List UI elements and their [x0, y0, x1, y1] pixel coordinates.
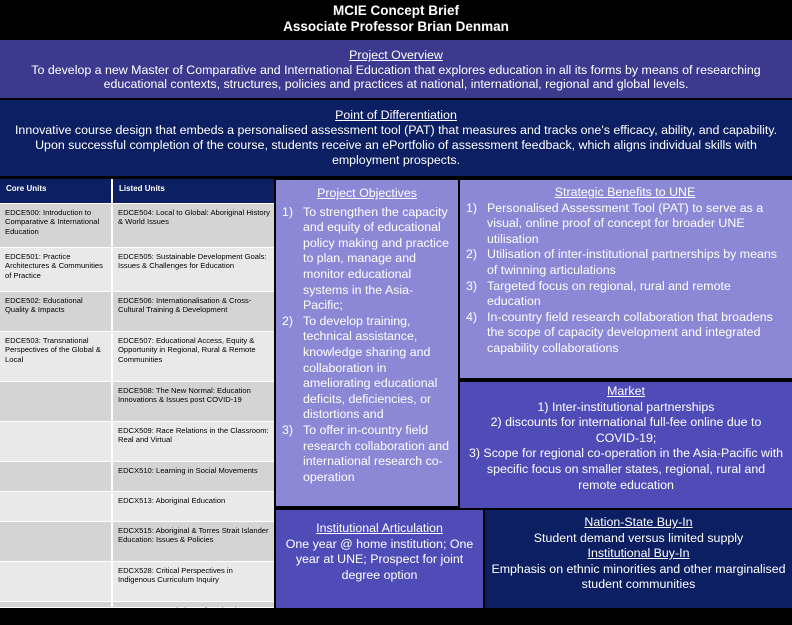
strategic-benefits-section [460, 180, 792, 378]
institutional-buy-in-title: Institutional Buy-In [587, 546, 690, 561]
strategic-number: 2) [466, 247, 478, 262]
header [0, 0, 792, 38]
core-unit-cell [0, 382, 111, 422]
objective-item [282, 423, 452, 485]
objective-number: 3) [282, 422, 294, 437]
strategic-item [466, 201, 784, 248]
listed-unit-cell: EDCE506: Internationalisation & Cross-Cultural Training & Development [113, 292, 274, 332]
page-title: MCIE Concept Brief [332, 3, 459, 18]
strategic-item [466, 247, 784, 278]
objective-text: To strengthen the capacity and equity of educational policy making and practice to plan, manage and monitor educational systems in the Asia-Pacific; [303, 204, 450, 313]
market-title: Market [607, 384, 645, 398]
nation-state-buy-in-title: Nation-State Buy-In [584, 515, 693, 529]
core-unit-cell [0, 562, 111, 602]
institutional-articulation-section [276, 510, 483, 608]
listed-units-header: Listed Units [113, 179, 274, 203]
strategic-number: 4) [466, 309, 478, 324]
strategic-item [466, 279, 784, 310]
differentiation-text: Innovative course design that embeds a personalised assessment tool (PAT) that measures and tracks one's efficacy, ability, and capability. Upon successful completion of the course, students receive an ePortfolio of assessment feedback, which aligns individual skills with employment prospects. [14, 123, 778, 167]
strategic-text: Personalised Assessment Tool (PAT) to serve as a visual, online proof of concept for broader UNE utilisation [487, 200, 764, 246]
objective-text: To offer in-country field research collaboration and international research co-operation [303, 422, 450, 484]
objective-number: 1) [282, 204, 294, 219]
listed-unit-cell: EDCX515: Aboriginal & Torres Strait Islander Education: Issues & Policies [113, 522, 274, 562]
core-unit-cell: EDCE502: Educational Quality & Impacts [0, 292, 111, 332]
objective-item [282, 314, 452, 423]
project-objectives-title: Project Objectives [317, 186, 417, 200]
core-unit-cell: EDCE501: Practice Architectures & Communities of Practice [0, 248, 111, 292]
market-item: 3) Scope for regional co-operation in the Asia-Pacific with specific focus on smaller states, regional, rural and remote education [468, 446, 784, 492]
project-overview-section [0, 40, 792, 98]
objective-number: 2) [282, 313, 294, 328]
articulation-text: One year @ home institution; One year at UNE; Prospect for joint degree option [285, 536, 474, 582]
listed-unit-cell: EDCE508: The New Normal: Education Innovations & Issues post COVID-19 [113, 382, 274, 422]
differentiation-section [0, 100, 792, 176]
strategic-benefits-title: Strategic Benefits to UNE [554, 185, 696, 199]
strategic-item [466, 310, 784, 357]
articulation-title: Institutional Articulation [316, 521, 443, 535]
project-overview-title: Project Overview [349, 48, 443, 62]
core-unit-cell [0, 492, 111, 522]
objective-text: To develop training, technical assistance, knowledge sharing and collaboration in ameliorating educational deficits, deficiencies, or distortions and [303, 313, 438, 422]
listed-unit-cell: EDCX510: Learning in Social Movements [113, 462, 274, 492]
core-unit-cell [0, 462, 111, 492]
objective-item [282, 205, 452, 314]
strategic-text: Utilisation of inter-institutional partnerships by means of twinning articulations [487, 247, 777, 277]
listed-unit-cell: EDCE505: Sustainable Development Goals: Issues & Challenges for Education [113, 248, 274, 292]
listed-unit-cell: EDCX528: Critical Perspectives in Indigenous Curriculum Inquiry [113, 562, 274, 602]
listed-unit-cell: EDCE507: Educational Access, Equity & Opportunity in Regional, Rural & Remote Communities [113, 332, 274, 382]
strategic-number: 1) [466, 200, 478, 215]
listed-unit-cell: SOCY540: Foundations of Modernity: An Introduction to Social Theory [113, 602, 274, 608]
project-objectives-section [276, 180, 458, 506]
institutional-buy-in-text: Emphasis on ethnic minorities and other marginalised student communities [491, 561, 786, 592]
units-table [0, 179, 274, 625]
page-subtitle: Associate Professor Brian Denman [283, 19, 509, 34]
project-overview-text: To develop a new Master of Comparative and International Education that explores education in all its forms by means of researching educational contexts, structures, policies and practices at national, international, regional and global levels. [31, 62, 761, 91]
core-unit-cell: EDCE503: Transnational Perspectives of the Global & Local [0, 332, 111, 382]
strategic-text: Targeted focus on regional, rural and remote education [487, 278, 731, 309]
listed-unit-cell: EDCX509: Race Relations in the Classroom: Real and Virtual [113, 422, 274, 462]
core-unit-cell [0, 602, 111, 608]
listed-unit-cell: EDCE504: Local to Global: Aboriginal History & World Issues [113, 204, 274, 248]
core-unit-cell [0, 522, 111, 562]
market-item: 1) Inter-institutional partnerships [537, 399, 715, 414]
strategic-text: In-country field research collaboration that broadens the scope of capacity development and integrated capability collaborations [487, 309, 773, 355]
market-item: 2) discounts for international full-fee online due to COVID-19; [490, 415, 762, 445]
column-divider [111, 179, 113, 608]
buy-in-section [485, 510, 792, 608]
strategic-number: 3) [466, 278, 478, 293]
listed-unit-cell: EDCX513: Aboriginal Education [113, 492, 274, 522]
nation-state-buy-in-text: Student demand versus limited supply [533, 530, 744, 545]
market-section [460, 382, 792, 508]
core-units-header: Core Units [0, 179, 111, 203]
core-unit-cell: EDCE500: Introduction to Comparative & International Education [0, 204, 111, 248]
differentiation-title: Point of Differentiation [335, 108, 457, 122]
core-unit-cell [0, 422, 111, 462]
